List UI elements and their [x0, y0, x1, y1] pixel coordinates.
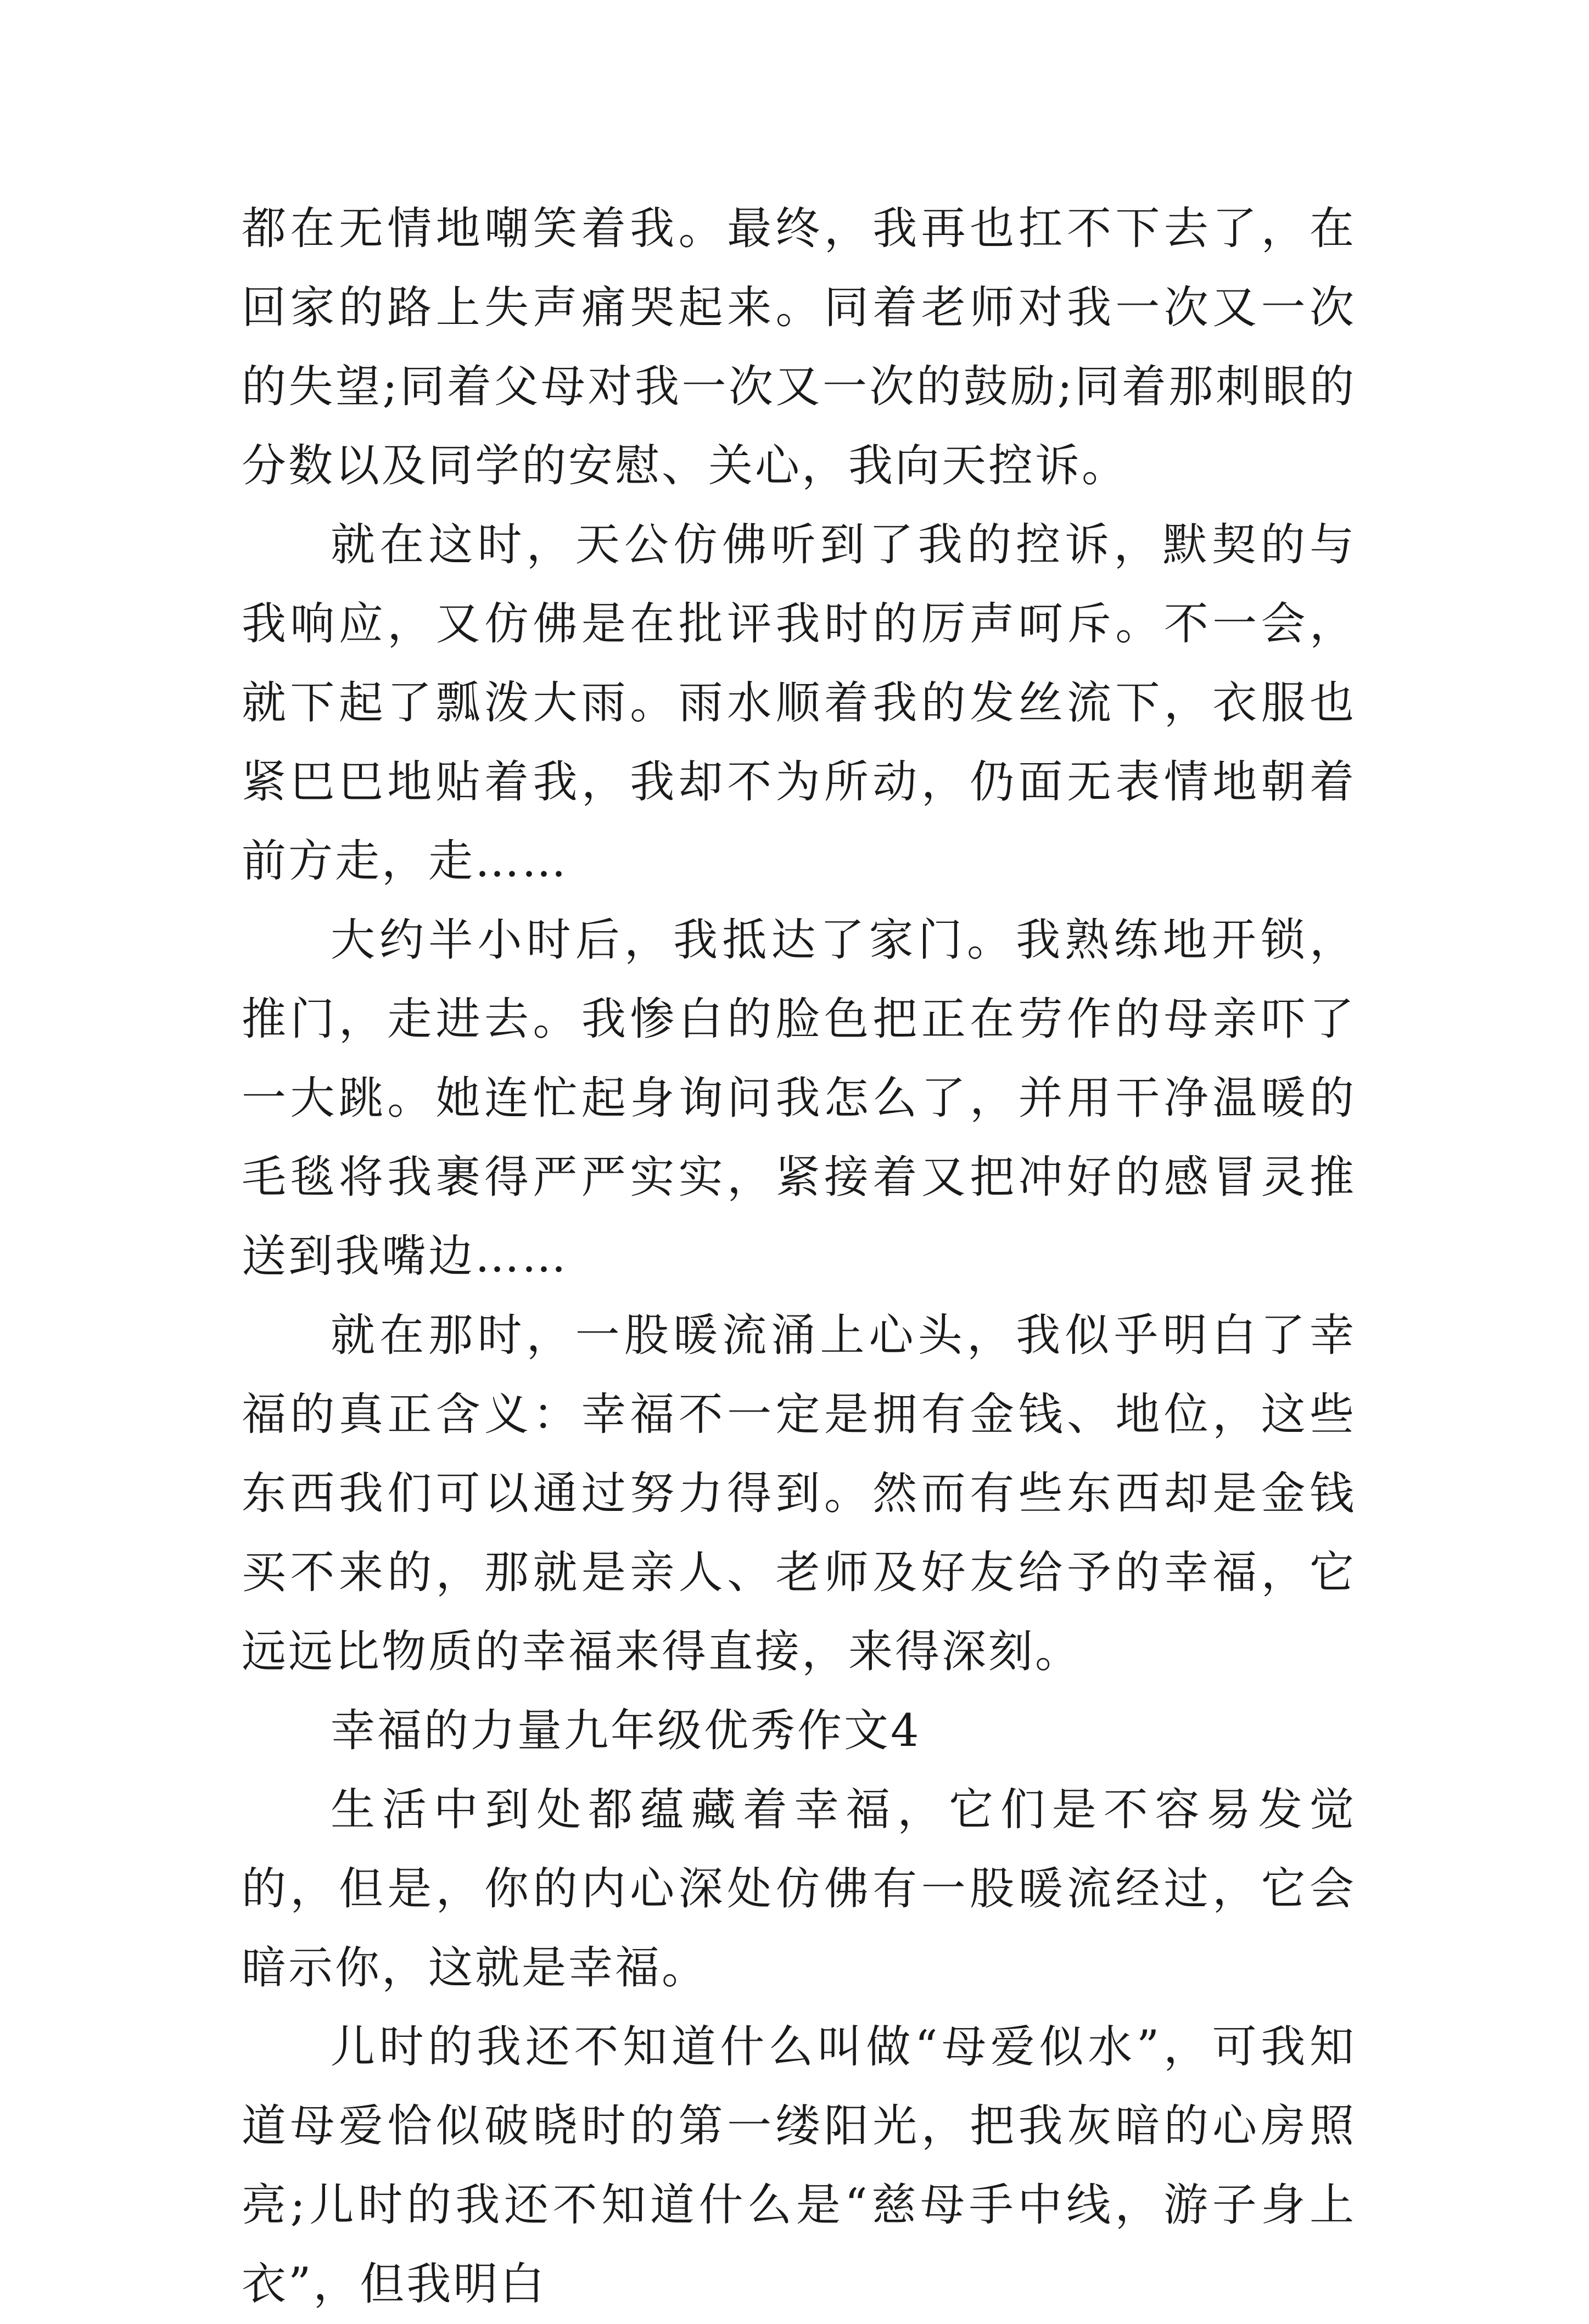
paragraph-4: 就在那时，一股暖流涌上心头，我似乎明白了幸福的真正含义：幸福不一定是拥有金钱、地位，这些东西我们可以通过努力得到。然而有些东西却是金钱买不来的，那就是亲人、老师及好友给予的幸福，它远远比物质的幸福来得直接，来得深刻。 — [242, 1310, 1356, 1678]
paragraph-2: 就在这时，天公仿佛听到了我的控诉，默契的与我响应，又仿佛是在批评我时的厉声呵斥。不一会，就下起了瓢泼大雨。雨水顺着我的发丝流下，衣服也紧巴巴地贴着我，我却不为所动，仍面无表情地朝着前方走，走…… — [242, 519, 1356, 887]
paragraph-1: 都在无情地嘲笑着我。最终，我再也扛不下去了，在回家的路上失声痛哭起来。同着老师对我一次又一次的失望;同着父母对我一次又一次的鼓励;同着那刺眼的分数以及同学的安慰、关心，我向天控诉。 — [242, 203, 1356, 492]
paragraph-6: 儿时的我还不知道什么叫做“母爱似水”，可我知道母爱恰似破晓时的第一缕阳光，把我灰暗的心房照亮;儿时的我还不知道什么是“慈母手中线，游子身上衣”，但我明白 — [242, 2021, 1356, 2310]
article-body — [242, 189, 1356, 2324]
paragraph-5: 生活中到处都蕴藏着幸福，它们是不容易发觉的，但是，你的内心深处仿佛有一股暖流经过，它会暗示你，这就是幸福。 — [242, 1784, 1356, 1994]
section-heading: 幸福的力量九年级优秀作文4 — [331, 1705, 921, 1757]
paragraph-3: 大约半小时后，我抵达了家门。我熟练地开锁，推门，走进去。我惨白的脸色把正在劳作的母亲吓了一大跳。她连忙起身询问我怎么了，并用干净温暖的毛毯将我裹得严严实实，紧接着又把冲好的感冒灵推送到我嘴边…… — [242, 915, 1356, 1283]
